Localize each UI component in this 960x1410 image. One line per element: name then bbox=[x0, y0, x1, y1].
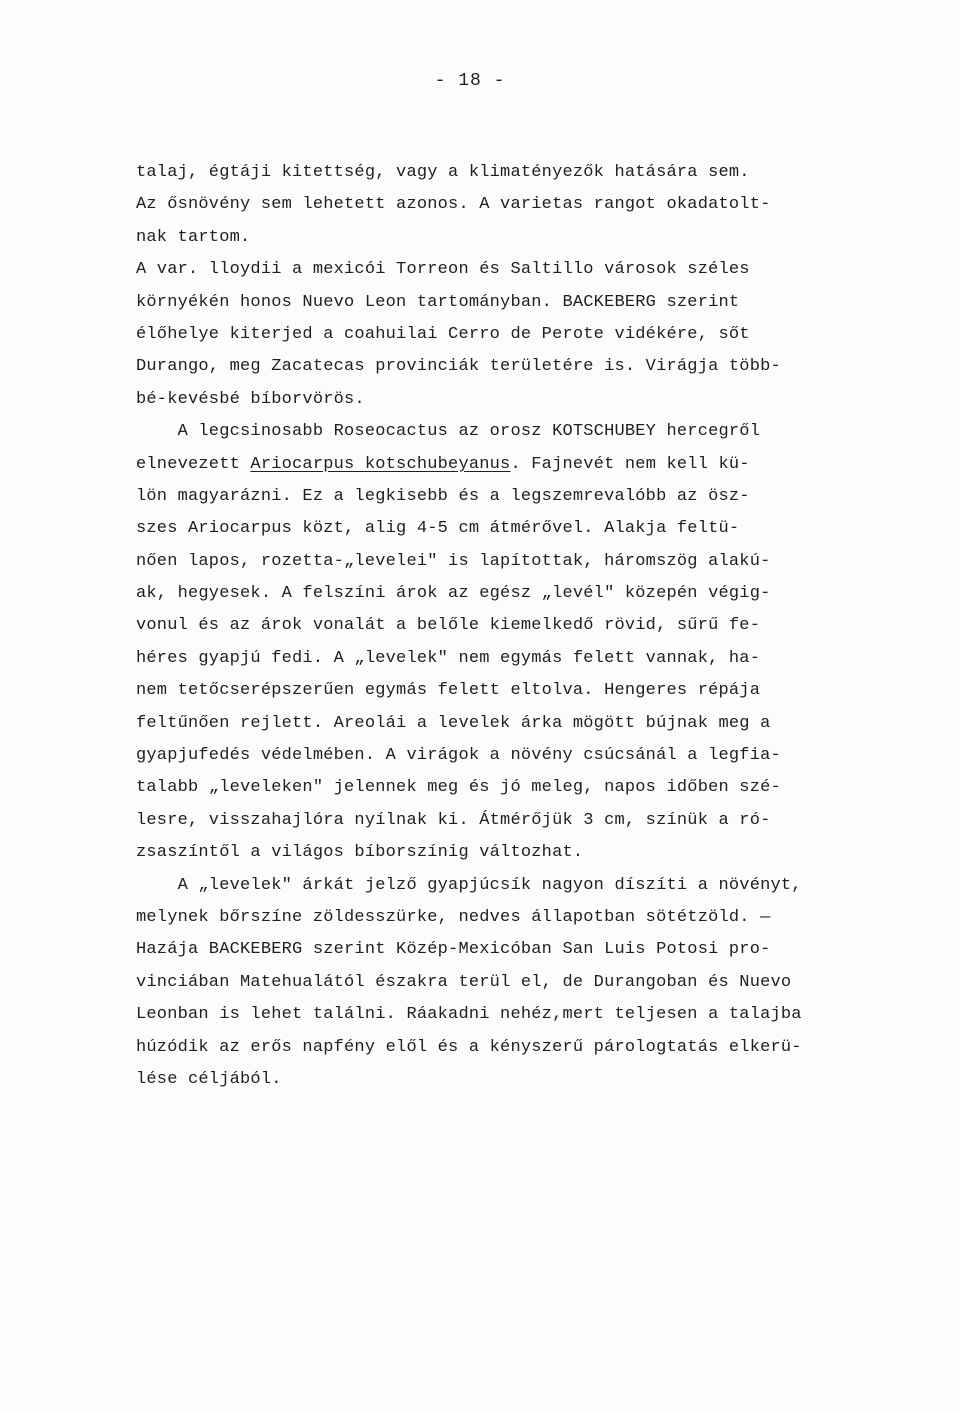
text-line: Az ősnövény sem lehetett azonos. A varietas rangot okadatolt- bbox=[136, 195, 771, 215]
text-line: Leonban is lehet találni. Ráakadni nehéz,mert teljesen a talajba bbox=[136, 1005, 802, 1025]
page-number: - 18 - bbox=[434, 71, 506, 91]
text-line: lése céljából. bbox=[136, 1069, 282, 1089]
text-segment: elnevezett bbox=[136, 454, 251, 474]
text-line: talabb „leveleken" jelennek meg és jó meleg, napos időben szé- bbox=[136, 778, 781, 798]
text-line: környékén honos Nuevo Leon tartományban. BACKEBERG szerint bbox=[136, 292, 740, 312]
body-text bbox=[136, 157, 906, 1096]
text-line: Hazája BACKEBERG szerint Közép-Mexicóban San Luis Potosi pro- bbox=[136, 940, 771, 960]
text-segment: . Fajnevét nem kell kü- bbox=[510, 454, 750, 474]
text-line: húzódik az erős napfény elől és a kényszerű párologtatás elkerü- bbox=[136, 1037, 802, 1057]
text-line: zsaszíntől a világos bíborszínig változhat. bbox=[136, 843, 584, 863]
text-line: feltűnően rejlett. Areolái a levelek árka mögött bújnak meg a bbox=[136, 713, 771, 733]
text-line-with-species-name bbox=[136, 449, 906, 481]
text-line: nően lapos, rozetta-„levelei" is lapítottak, háromszög alakú- bbox=[136, 551, 771, 571]
text-line: élőhelye kiterjed a coahuilai Cerro de Perote vidékére, sőt bbox=[136, 324, 750, 344]
text-line: A var. lloydii a mexicói Torreon és Saltillo városok széles bbox=[136, 260, 750, 280]
text-line: nem tetőcserépszerűen egymás felett eltolva. Hengeres répája bbox=[136, 681, 761, 701]
text-line: héres gyapjú fedi. A „levelek" nem egymás felett vannak, ha- bbox=[136, 648, 761, 668]
text-line: vinciában Matehualától északra terül el, de Durangoban és Nuevo bbox=[136, 972, 792, 992]
text-line: lön magyarázni. Ez a legkisebb és a legszemrevalóbb az ösz- bbox=[136, 486, 750, 506]
text-line: ak, hegyesek. A felszíni árok az egész „levél" közepén végig- bbox=[136, 584, 771, 604]
species-name: Ariocarpus kotschubeyanus bbox=[250, 454, 511, 474]
text-line: szes Ariocarpus közt, alig 4-5 cm átmérővel. Alakja feltü- bbox=[136, 519, 740, 539]
text-line: nak tartom. bbox=[136, 227, 251, 247]
text-line: bé-kevésbé bíborvörös. bbox=[136, 389, 365, 409]
text-line: gyapjufedés védelmében. A virágok a növény csúcsánál a legfia- bbox=[136, 746, 781, 766]
text-line: melynek bőrszíne zöldesszürke, nedves állapotban sötétzöld. — bbox=[136, 907, 771, 927]
text-line: A legcsinosabb Roseocactus az orosz KOTSCHUBEY hercegről bbox=[136, 422, 761, 442]
text-line: talaj, égtáji kitettség, vagy a klimatényezők hatására sem. bbox=[136, 163, 750, 182]
text-line: vonul és az árok vonalát a belőle kiemelkedő rövid, sűrű fe- bbox=[136, 616, 761, 636]
text-line: lesre, visszahajlóra nyílnak ki. Átmérőjük 3 cm, színük a ró- bbox=[136, 810, 771, 830]
text-line: Durango, meg Zacatecas provinciák területére is. Virágja több- bbox=[136, 357, 781, 377]
text-line: A „levelek" árkát jelző gyapjúcsík nagyon díszíti a növényt, bbox=[136, 875, 802, 895]
